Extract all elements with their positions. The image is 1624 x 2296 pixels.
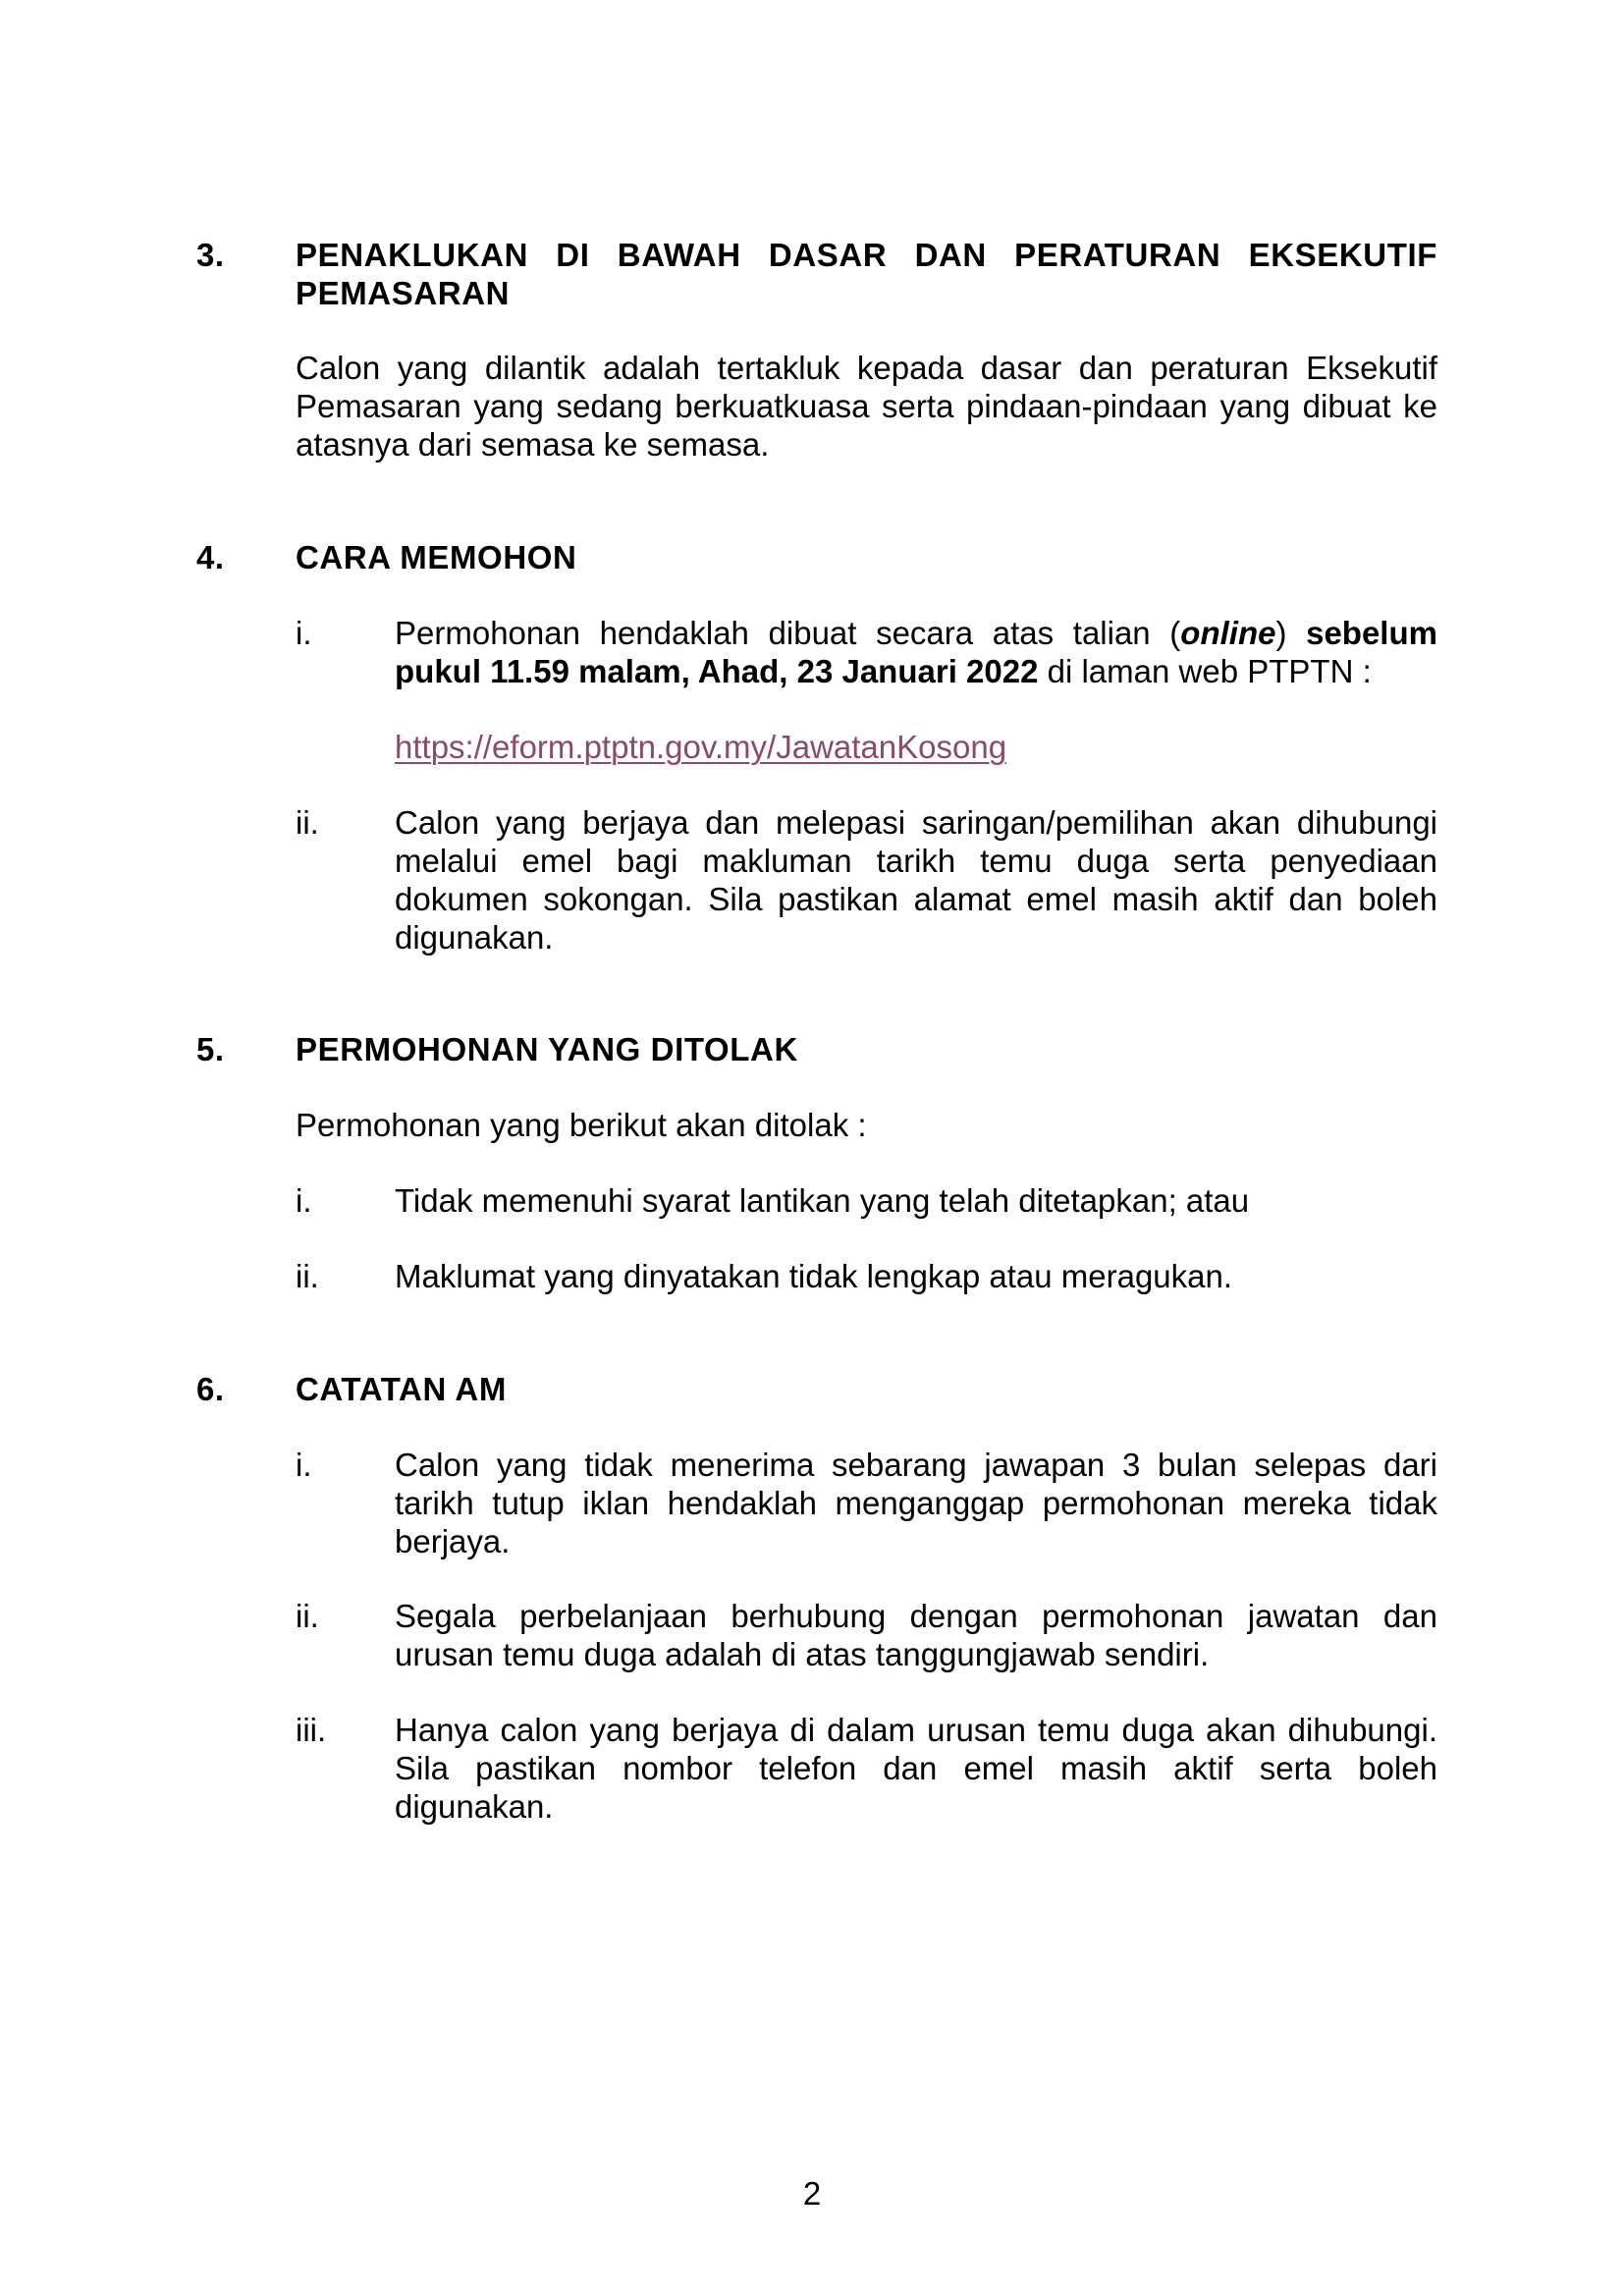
section-number: 4.	[196, 539, 225, 575]
section-title: CARA MEMOHON	[296, 539, 577, 575]
text-segment: Permohonan hendaklah dibuat secara atas talian (	[395, 615, 1181, 651]
section-title: PERMOHONAN YANG DITOLAK	[296, 1031, 798, 1067]
section-number: 6.	[196, 1371, 225, 1407]
section-number: 3.	[196, 237, 225, 273]
section-title	[296, 236, 1437, 312]
section-paragraph: Calon yang dilantik adalah tertakluk kepada dasar dan peraturan Eksekutif Pemasaran yang sedang berkuatkuasa serta pindaan-pindaan yang dibuat ke atasnya dari semasa ke semasa.	[296, 350, 1437, 463]
text-segment: di laman web PTPTN :	[1038, 653, 1372, 689]
list-item-text: Hanya calon yang berjaya di dalam urusan temu duga akan dihubungi. Sila pastikan nombor telefon dan emel masih aktif serta boleh digunakan.	[395, 1712, 1437, 1825]
section-number: 5.	[196, 1031, 225, 1067]
section-intro: Permohonan yang berikut akan ditolak :	[296, 1107, 867, 1143]
section-title-line-1: PENAKLUKAN DI BAWAH DASAR DAN PERATURAN EKSEKUTIF	[296, 237, 1437, 273]
list-item-number: i.	[296, 615, 312, 651]
list-item-number: i.	[296, 1182, 312, 1219]
list-item-number: ii.	[296, 1598, 319, 1634]
online-emphasis: online	[1180, 615, 1276, 651]
list-item-number: ii.	[296, 1258, 319, 1294]
list-item-text: Calon yang tidak menerima sebarang jawapan 3 bulan selepas dari tarikh tutup iklan hendaklah menganggap permohonan mereka tidak berjaya.	[395, 1447, 1437, 1559]
list-item-text: Maklumat yang dinyatakan tidak lengkap atau meragukan.	[395, 1258, 1233, 1294]
page-number: 2	[802, 2175, 822, 2212]
deadline-emphasis: sebelum pukul 11.59 malam, Ahad, 23 Januari 2022	[395, 615, 1437, 689]
list-item-text: Tidak memenuhi syarat lantikan yang telah ditetapkan; atau	[395, 1182, 1250, 1219]
section-title: CATATAN AM	[296, 1371, 507, 1407]
list-item-number: ii.	[296, 804, 319, 841]
list-item-number: iii.	[296, 1712, 327, 1748]
list-item-text: Calon yang berjaya dan melepasi saringan/pemilihan akan dihubungi melalui emel bagi makluman tarikh temu duga serta penyediaan dokumen sokongan. Sila pastikan alamat emel masih aktif dan boleh digunakan.	[395, 804, 1437, 956]
list-item-text	[395, 614, 1437, 690]
section-title-line-2: PEMASARAN	[296, 275, 511, 311]
application-link[interactable]: https://eform.ptptn.gov.my/JawatanKosong	[395, 729, 1007, 765]
text-segment: )	[1275, 615, 1307, 651]
list-item-number: i.	[296, 1447, 312, 1483]
list-item-text: Segala perbelanjaan berhubung dengan permohonan jawatan dan urusan temu duga adalah di atas tanggungjawab sendiri.	[395, 1598, 1437, 1672]
